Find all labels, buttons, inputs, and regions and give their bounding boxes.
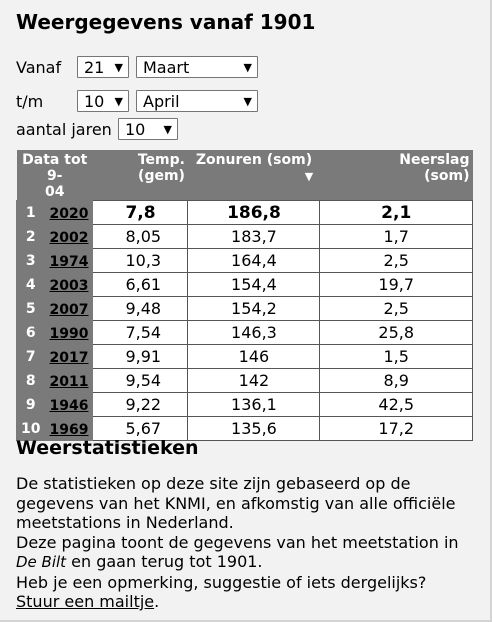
years-label: aantal jaren (16, 119, 112, 139)
year-link[interactable]: 2003 (49, 278, 89, 294)
table-row (17, 297, 473, 321)
dropdown-arrow-icon: ▼ (163, 122, 172, 136)
to-month-select[interactable] (136, 90, 258, 112)
sun-cell: 146,3 (188, 321, 320, 345)
year-link[interactable]: 2017 (49, 350, 89, 366)
sort-desc-icon: ▼ (304, 170, 314, 183)
from-month-value: Maart (143, 57, 190, 77)
mail-after: . (154, 592, 160, 611)
from-label: Vanaf (16, 57, 62, 77)
table-row (17, 369, 473, 393)
table-row (17, 249, 473, 273)
dropdown-arrow-icon: ▼ (243, 94, 252, 108)
results-table (16, 150, 473, 441)
about-p2-start: Deze pagina toont de gegevens van het meetstation in (16, 532, 459, 552)
years-value: 10 (125, 119, 146, 139)
table-body (17, 201, 473, 441)
rank-cell: 6 (17, 321, 45, 345)
rain-cell: 2,1 (320, 201, 473, 225)
rank-cell: 4 (17, 273, 45, 297)
rain-cell: 2,5 (320, 249, 473, 273)
rain-cell: 1,7 (320, 225, 473, 249)
temp-cell: 5,67 (93, 417, 188, 441)
year-link[interactable]: 2011 (49, 374, 89, 390)
from-month-select[interactable] (136, 56, 258, 78)
temp-cell: 7,54 (93, 321, 188, 345)
years-select[interactable] (118, 118, 178, 140)
header-rain-line1: Neerslag (399, 152, 470, 168)
sun-cell: 186,8 (188, 201, 320, 225)
year-cell (45, 321, 93, 345)
rank-cell: 8 (17, 369, 45, 393)
header-rain-line2: (som) (424, 168, 470, 184)
sun-cell: 154,2 (188, 297, 320, 321)
from-day-value: 21 (84, 57, 105, 77)
dropdown-arrow-icon: ▼ (243, 60, 252, 74)
temp-cell: 6,61 (93, 273, 188, 297)
sun-cell: 135,6 (188, 417, 320, 441)
rank-cell: 5 (17, 297, 45, 321)
about-paragraph-1: De statistieken op deze site zijn gebaseerd op de gegevens van het KNMI, en afkomstig van alle officiële meetstations in Nederland. (16, 474, 456, 532)
year-cell (45, 345, 93, 369)
header-date-line2: 04 (44, 184, 65, 200)
about-p2-end: en gaan terug tot 1901. (66, 552, 263, 571)
year-cell (45, 369, 93, 393)
rank-cell: 9 (17, 393, 45, 417)
to-day-value: 10 (84, 91, 105, 111)
years-row (16, 117, 178, 141)
mail-link[interactable]: Stuur een mailtje (16, 592, 155, 611)
rain-cell: 1,5 (320, 345, 473, 369)
rain-cell: 42,5 (320, 393, 473, 417)
table-row (17, 225, 473, 249)
temp-cell: 8,05 (93, 225, 188, 249)
from-day-select[interactable] (77, 56, 129, 78)
temp-cell: 7,8 (93, 201, 188, 225)
header-sun-label: Zonuren (som) (195, 152, 313, 168)
temp-cell: 9,22 (93, 393, 188, 417)
temp-cell: 9,91 (93, 345, 188, 369)
rank-cell: 7 (17, 345, 45, 369)
year-link[interactable]: 1946 (49, 398, 89, 414)
temp-cell: 9,48 (93, 297, 188, 321)
table-row (17, 393, 473, 417)
header-temp[interactable] (93, 150, 188, 201)
year-cell (45, 201, 93, 225)
station-name: De Bilt (16, 553, 67, 571)
header-sun[interactable] (188, 150, 320, 201)
about-paragraph-2 (16, 533, 476, 573)
about-paragraph-3: Heb je een opmerking, suggestie of iets dergelijks? (16, 572, 427, 592)
header-temp-line1: Temp. (137, 152, 185, 168)
year-cell (45, 273, 93, 297)
table-row (17, 201, 473, 225)
year-cell (45, 225, 93, 249)
section-heading: Weerstatistieken (16, 437, 199, 459)
year-link[interactable]: 2002 (49, 230, 89, 246)
rank-cell: 10 (17, 417, 45, 441)
rain-cell: 2,5 (320, 297, 473, 321)
rank-cell: 3 (17, 249, 45, 273)
table-row (17, 273, 473, 297)
year-link[interactable]: 1974 (49, 254, 89, 270)
sun-cell: 164,4 (188, 249, 320, 273)
from-row (16, 55, 258, 79)
about-text (16, 474, 476, 612)
to-row (16, 89, 258, 113)
table-header-row (17, 150, 473, 201)
rain-cell: 17,2 (320, 417, 473, 441)
to-label: t/m (16, 91, 44, 111)
rain-cell: 25,8 (320, 321, 473, 345)
rank-cell: 2 (17, 225, 45, 249)
to-month-value: April (143, 91, 180, 111)
year-link[interactable]: 2020 (49, 206, 89, 222)
table-row (17, 345, 473, 369)
rank-cell: 1 (17, 201, 45, 225)
header-date-line1: Data tot 9- (22, 152, 88, 184)
temp-cell: 9,54 (93, 369, 188, 393)
year-cell (45, 393, 93, 417)
sun-cell: 146 (188, 345, 320, 369)
sun-cell: 142 (188, 369, 320, 393)
to-day-select[interactable] (77, 90, 129, 112)
sun-cell: 183,7 (188, 225, 320, 249)
mail-line (16, 592, 476, 612)
year-cell (45, 297, 93, 321)
header-date (17, 150, 93, 201)
rain-cell: 19,7 (320, 273, 473, 297)
dropdown-arrow-icon: ▼ (114, 60, 123, 74)
year-link[interactable]: 2007 (49, 302, 89, 318)
year-link[interactable]: 1990 (49, 326, 89, 342)
year-cell (45, 249, 93, 273)
header-temp-line2: (gem) (138, 168, 185, 184)
page-title: Weergegevens vanaf 1901 (16, 10, 316, 34)
header-rain[interactable] (320, 150, 473, 201)
sun-cell: 136,1 (188, 393, 320, 417)
sun-cell: 154,4 (188, 273, 320, 297)
year-link[interactable]: 1969 (49, 422, 89, 438)
rain-cell: 8,9 (320, 369, 473, 393)
table-row (17, 321, 473, 345)
temp-cell: 10,3 (93, 249, 188, 273)
dropdown-arrow-icon: ▼ (114, 94, 123, 108)
